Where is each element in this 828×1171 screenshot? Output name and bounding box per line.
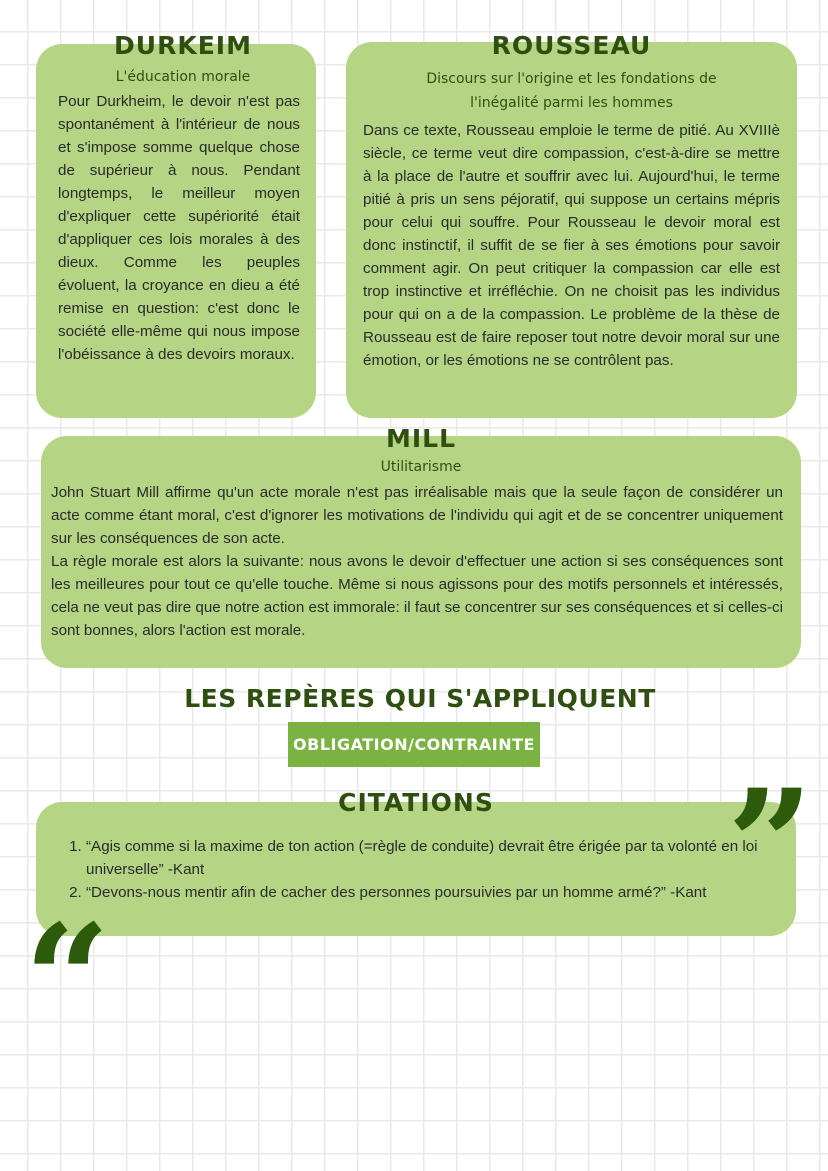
citation-item: 1. “Agis comme si la maxime de ton action (=règle de conduite) devrait être érigée par ta volonté en loi universelle” -Kant: [86, 835, 826, 881]
durkheim-subtitle: L'éducation morale: [115, 69, 251, 85]
rousseau-paragraph: Dans ce texte, Rousseau emploie le terme de pitié. Au XVIIIè siècle, ce terme veut dire compassion, c'est-à-dire se mettre à la place de l'autre et souffrir avec lui. Aujourd'hui, le terme pitié à pris un sens péjoratif, qui suppose un certains mépris pour celui qui souffre. Pour Rousseau le devoir moral est donc instinctif, il suffit de se fier à ses émotions pour savoir comment agir. On peut critiquer la compassion car elle est trop instinctive et irréfléchie. On ne choisit pas les individus pour qui on a de la compassion. Le problème de la thèse de Rousseau est de faire reposer tout notre devoir moral sur une émotion, or les émotions ne se contrôlent pas.: [363, 122, 780, 369]
reperes-tag: OBLIGATION/CONTRAINTE: [288, 722, 540, 767]
mill-subtitle: Utilitarisme: [380, 459, 462, 475]
durkheim-text: [58, 90, 300, 366]
mill-title: MILL: [385, 424, 457, 453]
citation-item: 2. “Devons-nous mentir afin de cacher des personnes poursuivies par un homme armé?” -Kant: [86, 881, 826, 904]
citations-title: CITATIONS: [338, 788, 494, 817]
rousseau-subtitle-line2: l'inégalité parmi les hommes: [470, 95, 673, 111]
mill-paragraph-1: John Stuart Mill affirme qu'un acte morale n'est pas irréalisable mais que la seule façon de considérer un acte comme étant moral, c'est d'ignorer les motivations de l'individu qui agit et de se concentrer uniquement sur les conséquences de son acte.: [51, 484, 783, 547]
mill-text: [51, 481, 783, 642]
rousseau-text: [363, 119, 780, 372]
closing-quote-icon: ”: [727, 757, 814, 933]
citations-list: [50, 835, 826, 904]
rousseau-title: ROUSSEAU: [491, 31, 652, 60]
durkheim-title: DURKEIM: [114, 31, 252, 60]
durkheim-paragraph: Pour Durkheim, le devoir n'est pas spontanément à l'intérieur de nous et s'impose somme quelque chose de supérieur à nous. Pendant longtemps, le meilleur moyen d'expliquer cette supériorité était d'appliquer ces lois morales à des dieux. Comme les peuples évoluent, la croyance en dieu a été remise en question: c'est donc le société elle-même qui nous impose l'obéissance à des devoirs moraux.: [58, 93, 300, 363]
mill-paragraph-2: La règle morale est alors la suivante: nous avons le devoir d'effectuer une action si ses conséquences sont les meilleures pour tout ce qu'elle touche. Même si nous agissons pour des motifs personnels et intéressés, cela ne veut pas dire que notre action est immorale: il faut se concentrer sur ses conséquences et si celles-ci sont bonnes, alors l'action est morale.: [51, 553, 783, 639]
rousseau-subtitle-line1: Discours sur l'origine et les fondations de: [426, 71, 717, 87]
reperes-title: LES REPÈRES QUI S'APPLIQUENT: [184, 684, 656, 713]
opening-quote-icon: “: [24, 892, 111, 1068]
